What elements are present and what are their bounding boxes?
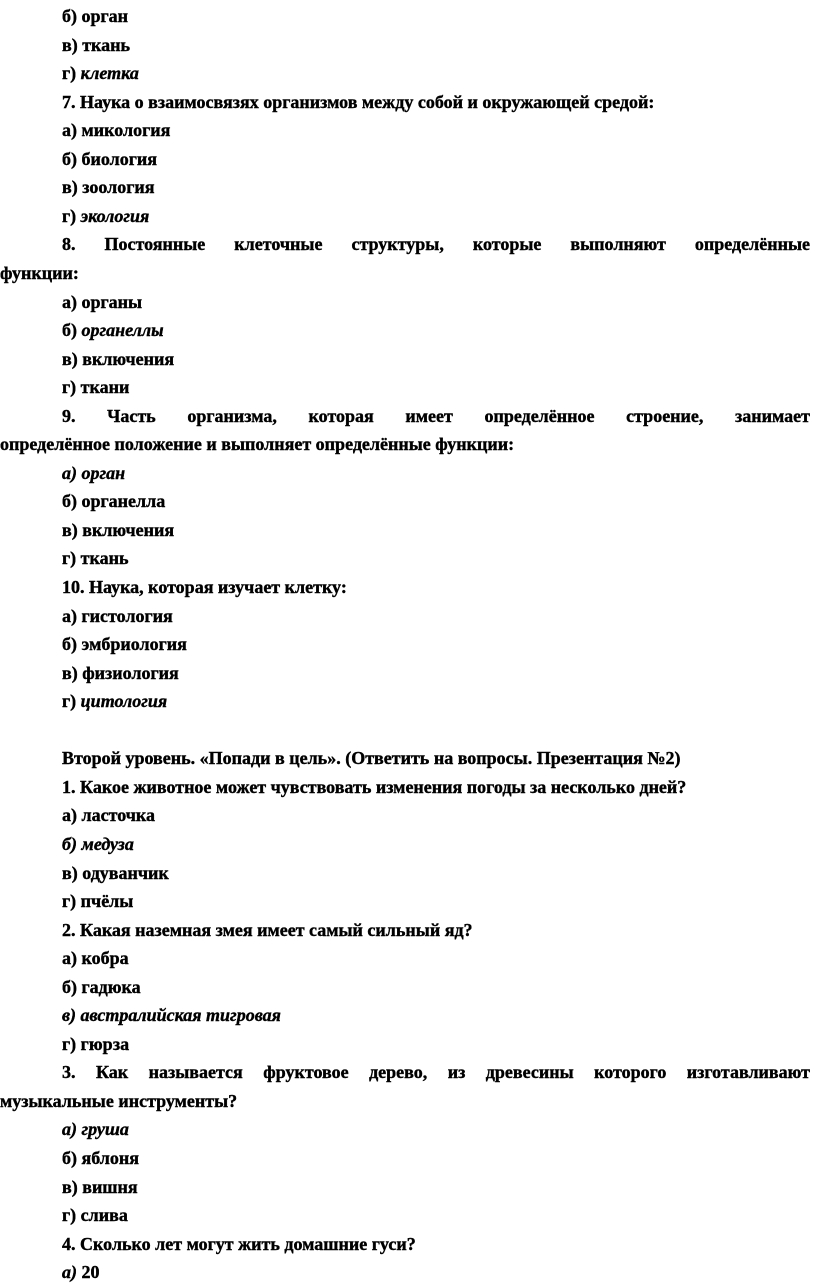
answer-option [0, 516, 816, 544]
option-label: б) [62, 634, 77, 655]
answer-option [0, 316, 816, 344]
option-label: а) [62, 948, 77, 969]
option-label: б) [62, 491, 77, 512]
option-label: б) [62, 148, 77, 169]
answer-option [0, 544, 816, 572]
option-text: биология [81, 148, 158, 169]
option-label: г) [62, 63, 77, 84]
option-label: в) [62, 348, 78, 369]
option-label: г) [62, 548, 77, 569]
answer-option [0, 830, 816, 858]
question-text: 9. Часть организма, которая имеет определённое строение, занимает [62, 405, 810, 426]
question-text: 4. Сколько лет могут жить домашние гуси? [62, 1233, 416, 1254]
option-text: одуванчик [82, 862, 169, 883]
answer-option [0, 973, 816, 1001]
option-text: включения [82, 519, 175, 540]
option-label: а) [62, 805, 77, 826]
option-text: ткани [80, 377, 130, 398]
option-text: органеллы [81, 320, 164, 341]
option-text: австралийская тигровая [80, 1005, 281, 1026]
option-text: ткань [80, 548, 129, 569]
question-text: 2. Какая наземная змея имеет самый сильный яд? [62, 919, 473, 940]
answer-option [0, 31, 816, 59]
answer-option [0, 373, 816, 401]
answer-option [0, 1115, 816, 1143]
answer-option [0, 1001, 816, 1029]
option-text: слива [80, 1205, 128, 1226]
option-text: органелла [81, 491, 166, 512]
option-label: а) [62, 120, 77, 141]
answer-option [0, 288, 816, 316]
answer-option [0, 1144, 816, 1172]
answer-option [0, 2, 816, 30]
option-text: ткань [82, 34, 131, 55]
option-label: в) [62, 662, 78, 683]
option-text: цитология [80, 691, 168, 712]
option-text: зоология [82, 177, 155, 198]
option-label: в) [62, 1176, 78, 1197]
option-text: 20 [81, 1262, 100, 1283]
answer-option [0, 145, 816, 173]
answer-option [0, 1201, 816, 1229]
option-text: микология [81, 120, 171, 141]
answer-option [0, 173, 816, 201]
option-text: ласточка [81, 805, 155, 826]
option-text: орган [81, 6, 129, 26]
option-label: г) [62, 205, 77, 226]
option-label: б) [62, 976, 77, 997]
answer-option [0, 487, 816, 515]
question-text-continued: определённое положение и выполняет определённые функции: [0, 434, 515, 455]
answer-option [0, 1258, 816, 1286]
option-text: экология [80, 205, 150, 226]
answer-option [0, 944, 816, 972]
option-text: физиология [82, 662, 179, 683]
option-text: клетка [80, 63, 139, 84]
option-text: медуза [81, 833, 134, 854]
option-text: яблоня [81, 1148, 139, 1168]
option-text: эмбриология [81, 634, 187, 655]
option-text: гюрза [80, 1033, 130, 1054]
question-text: 7. Наука о взаимосвязях организмов между собой и окружающей средой: [62, 91, 655, 112]
answer-option [0, 602, 816, 630]
option-label: в) [62, 34, 78, 55]
option-label: в) [62, 1005, 77, 1026]
answer-option [0, 202, 816, 230]
option-label: б) [62, 833, 77, 854]
option-label: а) [62, 291, 77, 312]
answer-option [0, 801, 816, 829]
question-text: Второй уровень. «Попади в цель». (Ответить на вопросы. Презентация №2) [62, 748, 681, 769]
option-label: а) [62, 1119, 77, 1140]
option-label: в) [62, 519, 78, 540]
option-label: г) [62, 691, 77, 712]
option-label: в) [62, 862, 78, 883]
question-text-continued: музыкальные инструменты? [0, 1090, 238, 1111]
option-label: а) [62, 462, 77, 483]
option-text: гистология [81, 605, 173, 626]
option-label: а) [62, 1262, 77, 1283]
answer-option [0, 1030, 816, 1058]
question-text: 1. Какое животное может чувствовать изменения погоды за несколько дней? [62, 776, 687, 797]
option-text: гадюка [81, 976, 141, 997]
answer-option [0, 687, 816, 715]
option-label: б) [62, 6, 77, 26]
option-label: г) [62, 1033, 77, 1054]
option-label: б) [62, 320, 77, 341]
option-label: в) [62, 177, 78, 198]
option-text: пчёлы [80, 891, 134, 912]
blank-line [0, 716, 816, 744]
option-label: г) [62, 891, 77, 912]
answer-option [0, 859, 816, 887]
question-text: 10. Наука, которая изучает клетку: [62, 577, 347, 597]
answer-option [0, 659, 816, 687]
option-text: органы [81, 291, 143, 312]
answer-option [0, 345, 816, 373]
option-text: вишня [82, 1176, 138, 1197]
option-label: г) [62, 377, 77, 398]
option-text: включения [82, 348, 175, 369]
option-text: груша [81, 1119, 129, 1140]
answer-option [0, 1173, 816, 1201]
option-text: кобра [81, 948, 129, 969]
option-text: орган [81, 462, 126, 483]
question-text: 3. Как называется фруктовое дерево, из древесины которого изготавливают [62, 1062, 810, 1083]
answer-option [0, 116, 816, 144]
option-label: г) [62, 1205, 77, 1226]
answer-option [0, 459, 816, 487]
answer-option [0, 59, 816, 87]
question-text-continued: функции: [0, 262, 79, 283]
option-label: б) [62, 1148, 77, 1168]
answer-option [0, 630, 816, 658]
option-label: а) [62, 605, 77, 626]
question-text: 8. Постоянные клеточные структуры, которые выполняют определённые [62, 234, 810, 255]
answer-option [0, 887, 816, 915]
